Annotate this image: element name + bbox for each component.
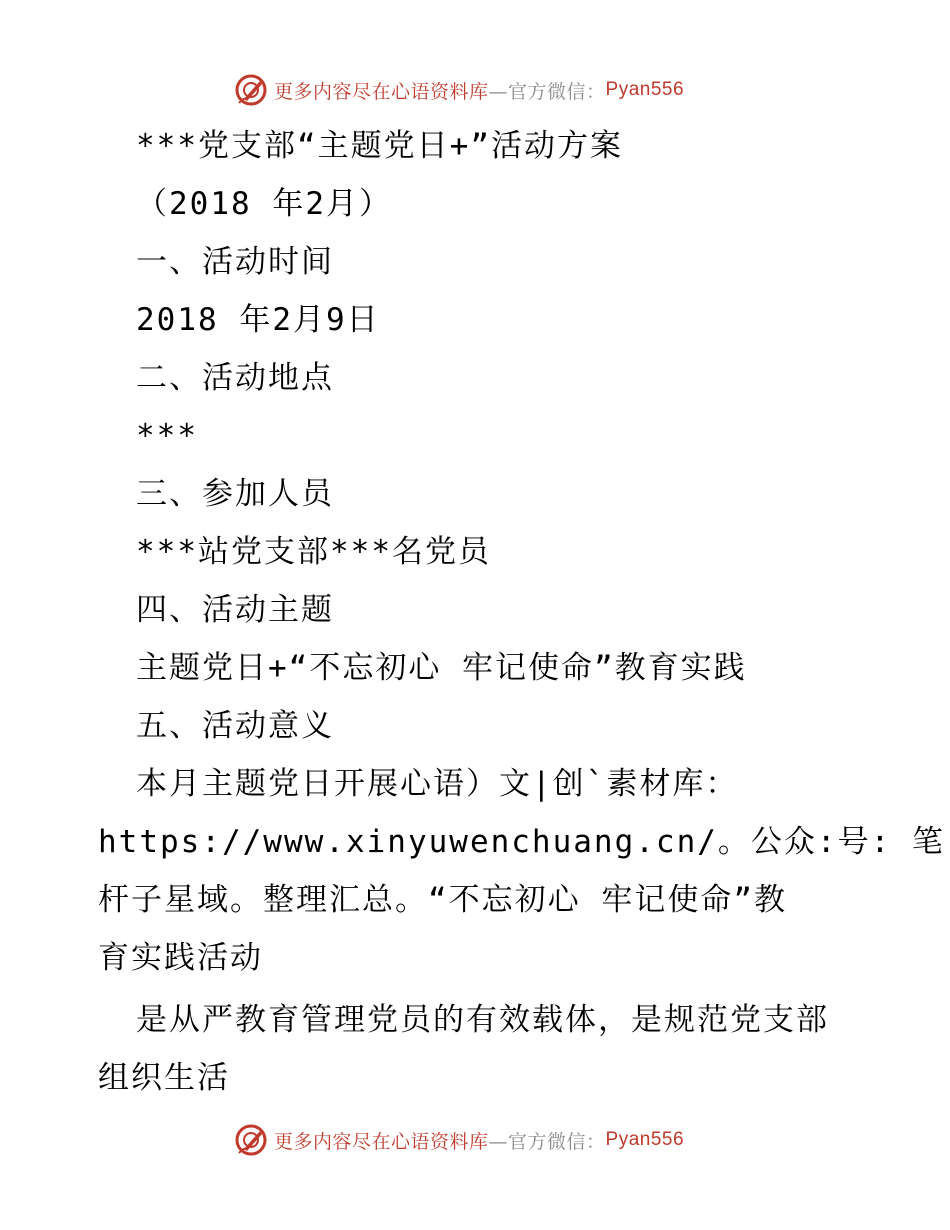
section-heading-place: 二、活动地点: [136, 360, 334, 396]
section-text-participants: ***站党支部***名党员: [136, 534, 491, 570]
footer-watermark: [234, 1122, 684, 1158]
watermark-id: Pyan556: [605, 79, 685, 100]
paragraph-line: 本月主题党日开展心语）文|创`素材库：: [136, 766, 739, 802]
watermark-middle: —官方微信：: [488, 1130, 606, 1153]
section-heading-significance: 五、活动意义: [136, 708, 334, 744]
paragraph-line: 组织生活: [98, 1060, 230, 1096]
doc-title: ***党支部“主题党日+”活动方案: [136, 128, 623, 164]
paragraph-line: https://www.xinyuwenchuang.cn/。公众:号: 笔: [98, 824, 945, 860]
watermark-prefix: 更多内容尽在心语资料库: [274, 80, 489, 103]
doc-date: （2018 年2月）: [136, 186, 392, 222]
header-watermark: [234, 72, 684, 108]
watermark-id: Pyan556: [605, 1129, 685, 1150]
section-text-theme: 主题党日+“不忘初心 牢记使命”教育实践: [136, 650, 747, 686]
section-heading-participants: 三、参加人员: [136, 476, 334, 512]
paragraph-line: 杆子星域。整理汇总。“不忘初心 牢记使命”教: [98, 882, 787, 918]
watermark-middle: —官方微信：: [488, 80, 606, 103]
watermark-logo-icon: [234, 1123, 268, 1157]
section-text-place: ***: [136, 418, 198, 454]
section-heading-time: 一、活动时间: [136, 244, 334, 280]
section-text-time: 2018 年2月9日: [136, 302, 380, 338]
paragraph-line: 是从严教育管理党员的有效载体，是规范党支部: [136, 1002, 829, 1038]
section-heading-theme: 四、活动主题: [136, 592, 334, 628]
watermark-prefix: 更多内容尽在心语资料库: [274, 1130, 489, 1153]
watermark-logo-icon: [234, 73, 268, 107]
paragraph-line: 育实践活动: [98, 940, 263, 976]
